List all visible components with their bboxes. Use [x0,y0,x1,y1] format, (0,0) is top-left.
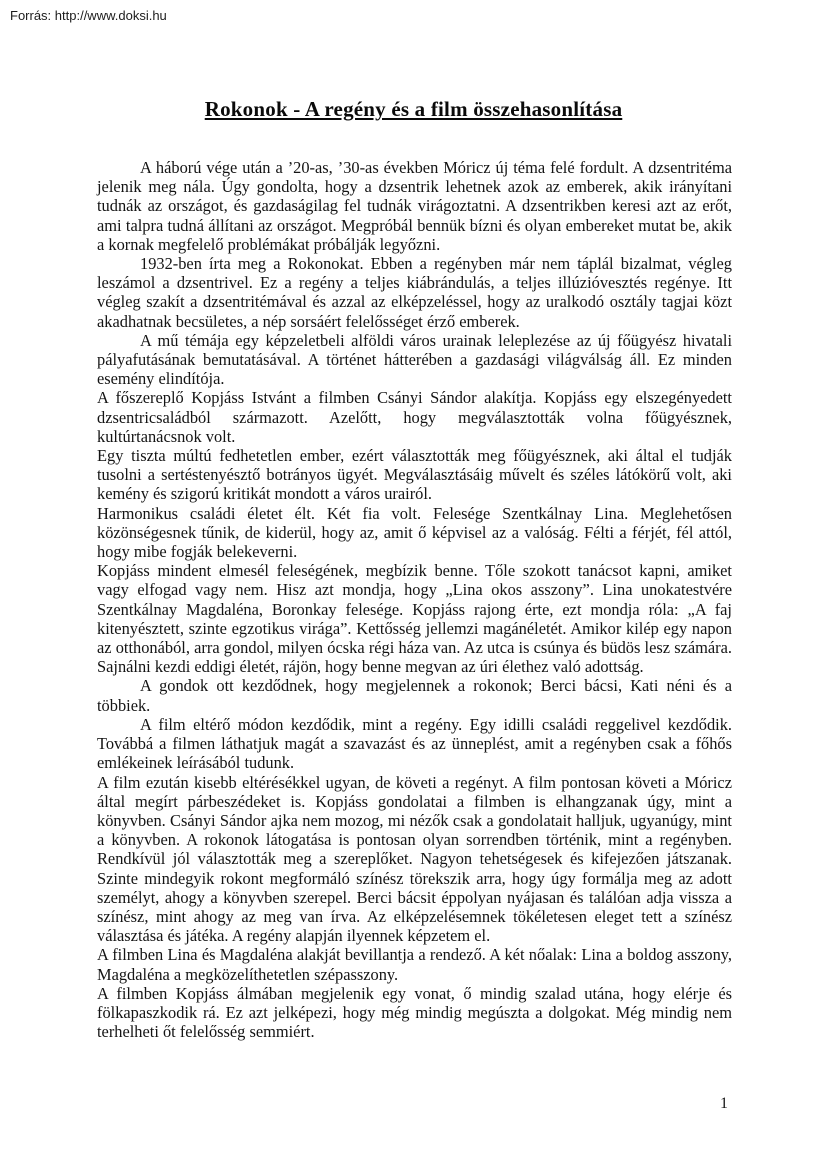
paragraph: Harmonikus családi életet élt. Két fia volt. Felesége Szentkálnay Lina. Meglehetősen közönségesnek tűnik, de kiderül, hogy az, amit ő képvisel az a valóság. Félti a férjét, fél attól, hogy mibe fogják belekeverni. [97,503,732,562]
page-title: Rokonok - A regény és a film összehasonlítása [204,97,623,121]
source-header: Forrás: http://www.doksi.hu [10,8,167,23]
paragraph: A főszereplő Kopjáss Istvánt a filmben Csányi Sándor alakítja. Kopjáss egy elszegényedett dzsentricsaládból származott. Azelőtt, hogy megválasztották volna főügyésznek, kultúrtanácsnok volt. [97,388,732,446]
paragraph: A háború vége után a ’20-as, ’30-as években Móricz új téma felé fordult. A dzsentritéma jelenik meg nála. Úgy gondolta, hogy a dzsentrik lehetnek azok az emberek, akik irányítani tudnák az országot, és gazdaságilag fel tudnák virágoztatni. A dzsentrikben keresi azt az erőt, ami talpra tudná állítani az országot. Megpróbál bennük bízni és olyan embereket mutat be, akik a kornak megfelelő problémákat próbálják legyőzni. [97,158,732,254]
paragraph: A filmben Kopjáss álmában megjelenik egy vonat, ő mindig szalad utána, hogy elérje és fölkapaszkodik rá. Ez azt jelképezi, hogy még mindig megúszta a dolgokat. Még mindig nem terhelheti őt felelősség semmiért. [97,983,732,1042]
document-body [97,158,732,1041]
paragraph: A filmben Lina és Magdaléna alakját bevillantja a rendező. A két nőalak: Lina a boldog asszony, Magdaléna a megközelíthetetlen szépasszony. [97,945,732,984]
paragraph: A film eltérő módon kezdődik, mint a regény. Egy idilli családi reggelivel kezdődik. Továbbá a filmen láthatjuk magát a szavazást és az ünneplést, amit a regényben csak a főhős emlékeinek leírásából tudunk. [97,714,732,773]
paragraph: A gondok ott kezdődnek, hogy megjelennek a rokonok; Berci bácsi, Kati néni és a többiek. [97,676,732,715]
page-number: 1 [720,1095,728,1112]
paragraph: Egy tiszta múltú fedhetetlen ember, ezért választották meg főügyésznek, aki által el tudják tusolni a sertéstenyésztő botrányos ügyét. Megválasztásáig művelt és széles látókörű volt, aki kemény és szigorú kritikát mondott a város urairól. [97,446,732,504]
paragraph: 1932-ben írta meg a Rokonokat. Ebben a regényben már nem táplál bizalmat, végleg leszámol a dzsentrivel. Ez a regény a teljes kiábrándulás, a teljes illúzióvesztés regénye. Itt végleg szakít a dzsentritémával és azzal az elképzeléssel, hogy az uralkodó osztály tagjai közt akadhatnak becsületes, a nép sorsáért felelősséget érző emberek. [97,254,732,331]
paragraph: A film ezután kisebb eltérésékkel ugyan, de követi a regényt. A film pontosan követi a Móricz által megírt párbeszédeket is. Kopjáss gondolatai a filmben is elhangzanak úgy, mint a könyvben. Csányi Sándor ajka nem mozog, mi nézők csak a gondolatait halljuk, ugyanúgy, mint a könyvben. A rokonok látogatása is pontosan olyan sorrendben történik, mint a regényben. Rendkívül jól választották meg a szereplőket. Nagyon tehetségesek és kifejezően játszanak. Szinte mindegyik rokont megformáló színész törekszik arra, hogy úgy formálja meg az adott személyt, ahogy a könyvben szerepel. Berci bácsit éppolyan nyájasan és találóan adja vissza a színész, mint ahogy az meg van írva. Az elképzelésemnek tökéletesen eleget tett a színész választása és játéka. A regény alapján ilyennek képzetem el. [97,772,732,946]
paragraph: Kopjáss mindent elmesél feleségének, megbízik benne. Tőle szokott tanácsot kapni, amiket vagy elfogad vagy nem. Hisz azt mondja, hogy „Lina okos asszony”. Lina unokatestvére Szentkálnay Magdaléna, Boronkay felesége. Kopjáss rajong érte, ezt mondja róla: „A faj kitenyésztett, szinte egzotikus virága”. Kettősség jellemzi magánéletét. Amikor kilép egy napon az otthonából, arra gondol, milyen ócska régi háza van. Az utca is csúnya és büdös lesz számára. Sajnálni kezdi eddigi életét, rájön, hogy benne megvan az úri élethez való adottság. [97,561,732,677]
paragraph: A mű témája egy képzeletbeli alföldi város urainak leleplezése az új főügyész hivatali pályafutásának bemutatásával. A történet hátterében a gazdasági világválság áll. Ez minden esemény elindítója. [97,330,732,389]
